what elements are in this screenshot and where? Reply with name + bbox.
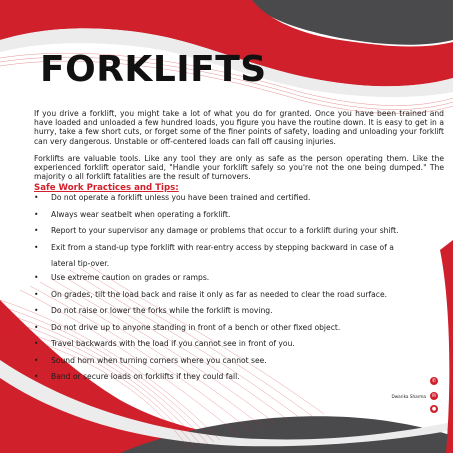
bullet-glyph: •	[34, 306, 39, 316]
bullet-glyph: •	[34, 322, 39, 332]
tip-item	[34, 226, 444, 235]
contact-row-location	[430, 405, 438, 413]
tip-text: Do not drive up to anyone standing in front of a bench or other fixed object.	[51, 322, 341, 332]
bullet-glyph: •	[34, 242, 39, 252]
intro-paragraph-1: If you drive a forklift, you might take a lot of what you do for granted. Once you have been trained and have loaded and unloaded a few hundred loads, you figure you have the routine down. It is easy to get in a hurry, take a few short cuts, or forget some of the finer points of safety, loading and unloading your forklift can very dangerous. Unstable or off-centered loads can fall off causing injuries.	[34, 109, 444, 146]
bullet-glyph: •	[34, 273, 39, 283]
bullet-glyph: •	[34, 289, 39, 299]
tip-text-continuation: lateral tip-over.	[51, 259, 110, 269]
bullet-glyph: •	[34, 209, 39, 219]
tip-item	[34, 210, 444, 219]
bullet-glyph: •	[34, 226, 39, 235]
tip-text: Always wear seatbelt when operating a forklift.	[51, 209, 231, 219]
tips-heading: Safe Work Practices and Tips:	[34, 183, 179, 193]
phone-icon: ✆	[431, 378, 437, 384]
tip-text: Exit from a stand-up type forklift with rear-entry access by stepping backward in case of a	[51, 242, 394, 252]
tip-item	[34, 243, 444, 269]
bullet-glyph: •	[34, 355, 39, 365]
tip-item	[34, 323, 444, 332]
tip-item	[34, 290, 444, 299]
tip-item	[34, 306, 444, 315]
tip-text: Do not operate a forklift unless you have been trained and certified.	[51, 193, 311, 202]
contact-row-author	[391, 392, 438, 400]
tips-list	[34, 193, 444, 389]
contact-row-phone	[430, 377, 438, 385]
bullet-glyph: •	[34, 372, 39, 382]
intro-paragraph-2: Forklifts are valuable tools. Like any tool they are only as safe as the person operating them. Like the experienced forklift operator said, "Handle your forklift safely so you're not the one being dumped." The majority o all forklift fatalities are the result of turnovers.	[34, 154, 444, 182]
author-name: Dwarika Sharma	[391, 393, 426, 399]
tip-text: On grades, tilt the load back and raise it only as far as needed to clear the road surface.	[51, 289, 388, 299]
bullet-glyph: •	[34, 193, 39, 202]
contact-footer	[360, 377, 446, 417]
tip-text: Do not raise or lower the forks while the forklift is moving.	[51, 306, 273, 316]
tip-text: Report to your supervisor any damage or problems that occur to a forklift during your shift.	[51, 226, 399, 235]
location-icon: ●	[431, 406, 437, 412]
tip-item	[34, 356, 444, 365]
tip-text: Travel backwards with the load if you cannot see in front of you.	[51, 339, 295, 349]
tip-text: Sound horn when turning corners where you cannot see.	[51, 355, 267, 365]
email-icon: ✉	[431, 393, 437, 399]
tip-item	[34, 193, 444, 202]
tip-text: Band or secure loads on forklifts if they could fall.	[51, 372, 240, 382]
tip-text: Use extreme caution on grades or ramps.	[51, 273, 210, 283]
poster-title: FORKLIFTS	[40, 49, 267, 90]
tip-item	[34, 273, 444, 282]
bullet-glyph: •	[34, 339, 39, 349]
tip-item	[34, 339, 444, 348]
